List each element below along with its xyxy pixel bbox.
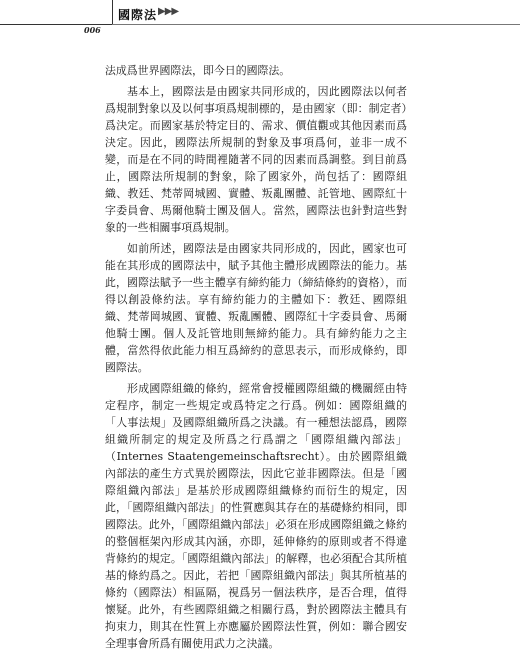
running-header-title: 國際法 xyxy=(118,8,158,22)
body-text xyxy=(105,62,407,656)
paragraph-continuation: 法成爲世界國際法，即今日的國際法。 xyxy=(105,64,291,77)
header-rule xyxy=(112,24,520,25)
paragraph: 基本上，國際法是由國家共同形成的，因此國際法以何者爲規制對象以及以何事項爲規制標的，是由國家（即：制定者）爲決定。而國家基於特定目的、需求、價值觀或其他因素而爲決定。因此，國際法所規制的對象及事項爲何，並非一成不變，而是在不同的時間裡隨著不同的因素而爲調整。到目前爲止，國際法所規制的對象，除了國家外，尚包括了：國際組織、教廷、梵蒂岡城國、實體、叛亂團體、託管地、國際紅十字委員會、馬爾他騎士團及個人。當然，國際法也針對這些對象的一些相關事項爲規制。 xyxy=(105,85,407,234)
header-arrows-icon: ▶▶▶ xyxy=(158,6,179,17)
header-bar xyxy=(0,0,113,25)
page-number: 006 xyxy=(84,25,101,35)
paragraph: 形成國際組織的條約，經常會授權國際組織的機關經由特定程序，制定一些規定或爲特定之行爲。例如：國際組織的「人事法規」及國際組織所爲之決議。有一種想法認爲，國際組織所制定的規定及所爲之行爲謂之「國際組織內部法」（Internes Staatengemeinschaftsrecht）。由於國際組織內部法的產生方式異於國際法，因此它並非國際法。但是「國際組織內部法」是基於形成國際組織條約而衍生的規定，因此，「國際組織內部法」的性質應與其存在的基礎條約相同，即國際法。此外，「國際組織內部法」必須在形成國際組織之條約的整個框架內形成其內涵，亦即，延伸條約的原則或者不得違背條約的規定。「國際組織內部法」的解釋，也必須配合其所植基的條約爲之。因此，若把「國際組織內部法」與其所植基的條約（國際法）相區隔，視爲另一個法秩序，是否合理，值得懷疑。此外，有些國際組織之相關行爲，對於國際法主體具有拘束力，則其在性質上亦應屬於國際法性質，例如：聯合國安全理事會所爲有關使用武力之決議。 xyxy=(105,382,407,650)
paragraph: 如前所述，國際法是由國家共同形成的，因此，國家也可能在其形成的國際法中，賦予其他主體形成國際法的能力。基此，國際法賦予一些主體享有締約能力（締結條約的資格），而得以創設條約法。享有締約能力的主體如下：教廷、國際組織、梵蒂岡城國、實體、叛亂團體、國際紅十字委員會、馬爾他騎士團。個人及託管地則無締約能力。具有締約能力之主體，當然得依此能力相互爲締約的意思表示，而形成條約，即國際法。 xyxy=(105,242,407,374)
